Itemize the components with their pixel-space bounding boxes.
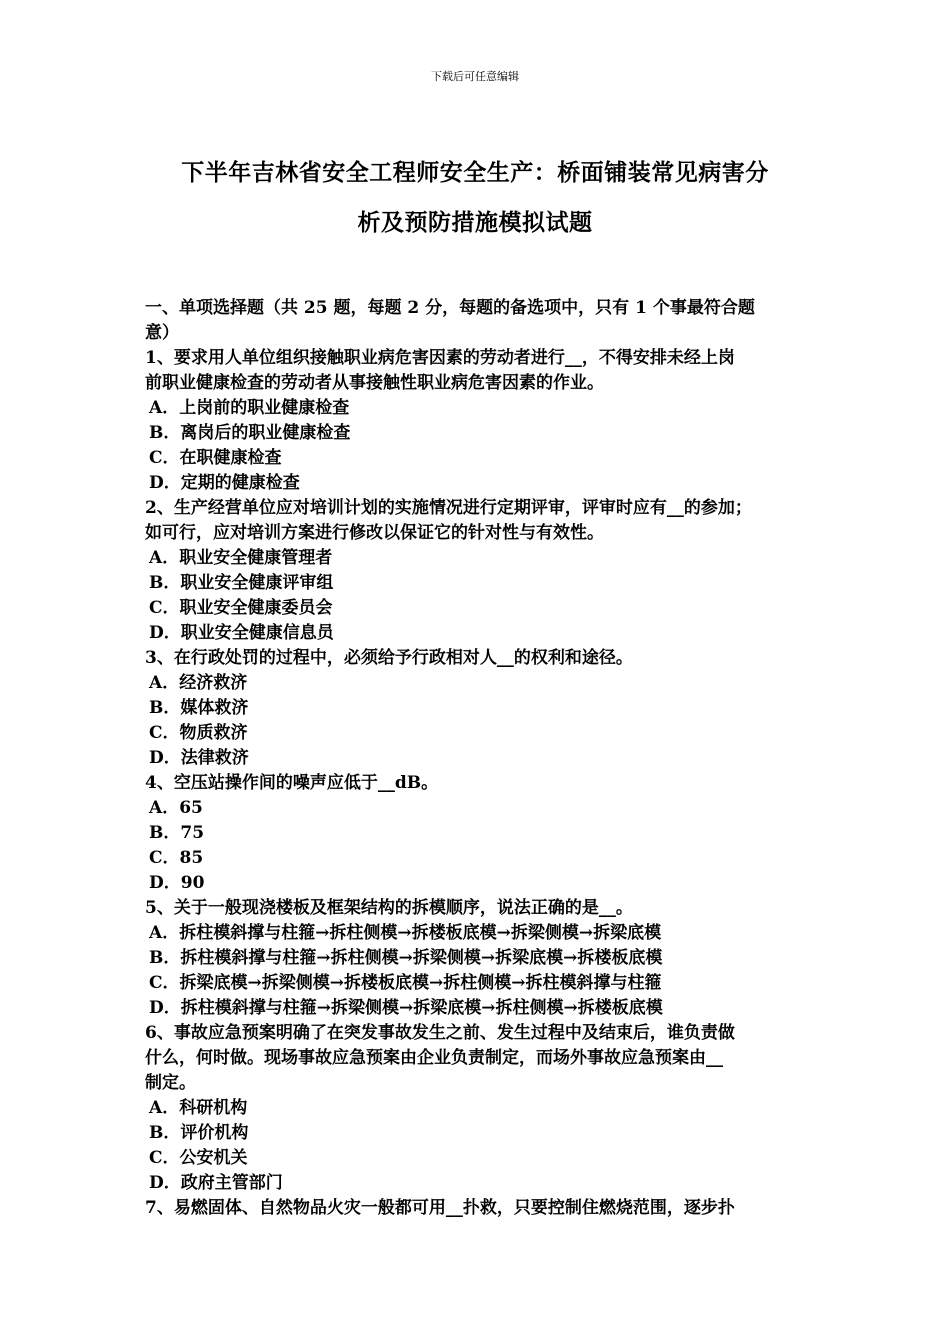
option-c: C．公安机关 bbox=[149, 1148, 248, 1168]
option-b: B．75 bbox=[149, 823, 205, 843]
header-note: 下载后可任意编辑 bbox=[431, 70, 519, 83]
question-7 bbox=[145, 1196, 825, 1221]
option-d: D．拆柱模斜撑与柱箍→拆梁侧模→拆梁底模→拆柱侧模→拆楼板底模 bbox=[149, 998, 663, 1018]
question-list bbox=[145, 296, 825, 1221]
question-5 bbox=[145, 896, 825, 1021]
option-a: A．经济救济 bbox=[149, 673, 248, 693]
option-a: A．职业安全健康管理者 bbox=[149, 548, 333, 568]
option-c: C．物质救济 bbox=[149, 723, 248, 743]
question-text: 7、易燃固体、自然物品火灾一般都可用__扑救，只要控制住燃烧范围，逐步扑 bbox=[145, 1198, 735, 1218]
question-3 bbox=[145, 646, 825, 771]
question-6 bbox=[145, 1021, 825, 1196]
option-a: A．上岗前的职业健康检查 bbox=[149, 398, 350, 418]
option-c: C．85 bbox=[149, 848, 204, 868]
question-text: 3、在行政处罚的过程中，必须给予行政相对人__的权利和途径。 bbox=[145, 648, 633, 668]
question-4 bbox=[145, 771, 825, 896]
option-b: B．媒体救济 bbox=[149, 698, 249, 718]
question-text: 1、要求用人单位组织接触职业病危害因素的劳动者进行__，不得安排未经上岗 bbox=[145, 348, 735, 368]
option-c: C．在职健康检查 bbox=[149, 448, 282, 468]
option-b: B．职业安全健康评审组 bbox=[149, 573, 334, 593]
title-line-1: 下半年吉林省安全工程师安全生产：桥面铺装常见病害分 bbox=[181, 159, 769, 186]
option-d: D．政府主管部门 bbox=[149, 1173, 283, 1193]
question-text: 2、生产经营单位应对培训计划的实施情况进行定期评审，评审时应有__的参加； bbox=[145, 498, 752, 518]
option-c: C．拆梁底模→拆梁侧模→拆楼板底模→拆柱侧模→拆柱模斜撑与柱箍 bbox=[149, 973, 662, 993]
option-a: A．65 bbox=[149, 798, 203, 818]
option-a: A．科研机构 bbox=[149, 1098, 248, 1118]
option-d: D．定期的健康检查 bbox=[149, 473, 300, 493]
option-b: B．离岗后的职业健康检查 bbox=[149, 423, 351, 443]
option-d: D．法律救济 bbox=[149, 748, 249, 768]
question-text: 如可行，应对培训方案进行修改以保证它的针对性与有效性。 bbox=[145, 523, 604, 543]
option-d: D．职业安全健康信息员 bbox=[149, 623, 334, 643]
section-heading-line-1: 一、单项选择题（共 25 题，每题 2 分，每题的备选项中，只有 1 个事最符合题 bbox=[145, 298, 755, 318]
document-title bbox=[130, 148, 820, 248]
question-1 bbox=[145, 346, 825, 496]
question-text: 6、事故应急预案明确了在突发事故发生之前、发生过程中及结束后，谁负责做 bbox=[145, 1023, 735, 1043]
option-b: B．评价机构 bbox=[149, 1123, 249, 1143]
question-text: 前职业健康检查的劳动者从事接触性职业病危害因素的作业。 bbox=[145, 373, 604, 393]
question-2 bbox=[145, 496, 825, 646]
section-heading-line-2: 意） bbox=[145, 323, 179, 343]
title-line-2: 析及预防措施模拟试题 bbox=[357, 209, 593, 236]
question-text: 4、空压站操作间的噪声应低于__dB。 bbox=[145, 773, 439, 793]
question-text: 什么，何时做。现场事故应急预案由企业负责制定，而场外事故应急预案由__ bbox=[145, 1048, 723, 1068]
option-a: A．拆柱模斜撑与柱箍→拆柱侧模→拆楼板底模→拆梁侧模→拆梁底模 bbox=[149, 923, 662, 943]
option-c: C．职业安全健康委员会 bbox=[149, 598, 333, 618]
question-text: 5、关于一般现浇楼板及框架结构的拆模顺序，说法正确的是__。 bbox=[145, 898, 633, 918]
question-text: 制定。 bbox=[145, 1073, 196, 1093]
option-b: B．拆柱模斜撑与柱箍→拆柱侧模→拆梁侧模→拆梁底模→拆楼板底模 bbox=[149, 948, 663, 968]
option-d: D．90 bbox=[149, 873, 205, 893]
